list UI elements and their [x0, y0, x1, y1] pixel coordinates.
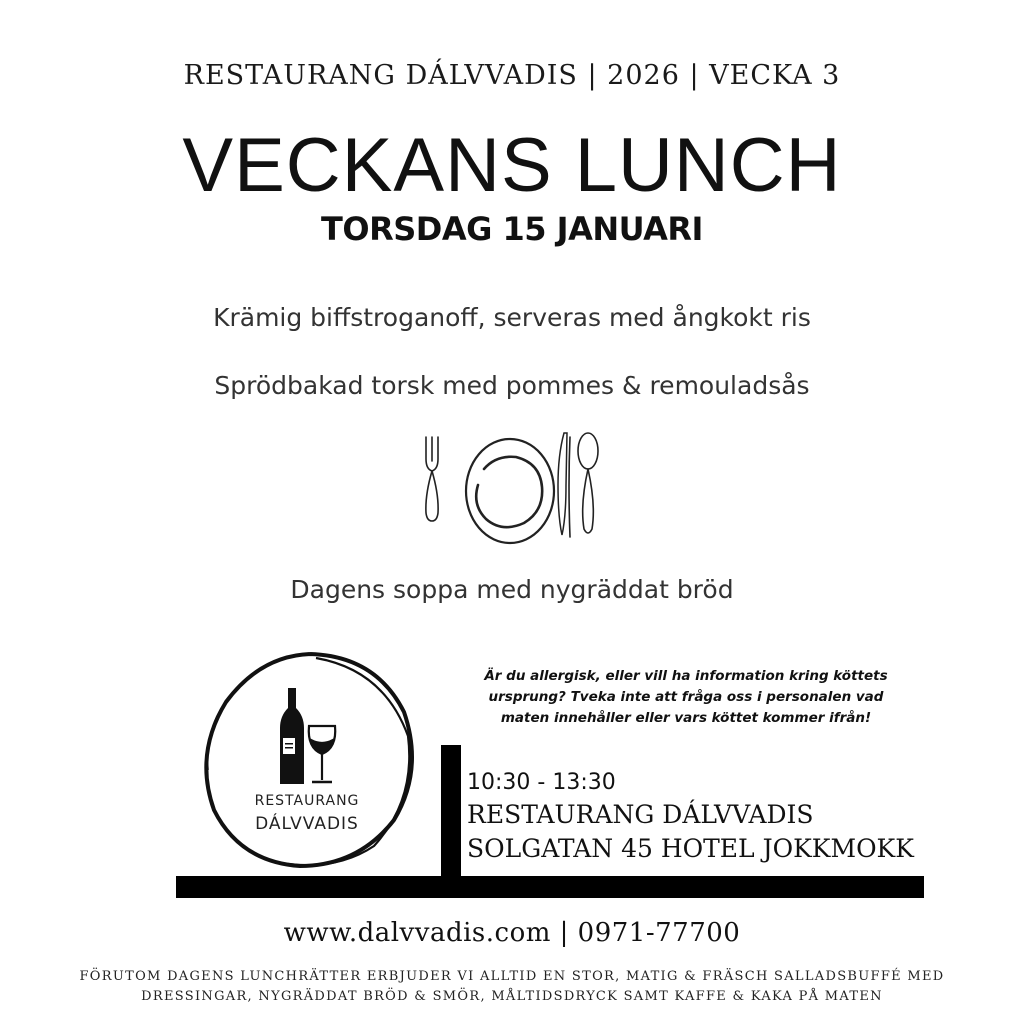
logo-text-restaurang: RESTAURANG	[254, 793, 360, 809]
dish-1: Krämig biffstroganoff, serveras med ångkokt ris	[213, 303, 811, 332]
dish-2: Sprödbakad torsk med pommes & remouladsås	[214, 371, 810, 400]
header-top-line: RESTAURANG DÁLVVADIS | 2026 | VECKA 3	[183, 60, 841, 91]
date-subtitle: TORSDAG 15 JANUARI	[321, 210, 703, 248]
vertical-divider-bar	[441, 745, 461, 885]
wine-bottle-icon	[280, 688, 304, 784]
logo-text-name: DÁLVVADIS	[255, 814, 359, 834]
allergy-note: Är du allergisk, eller vill ha information kring köttets ursprung? Tveka inte att fråga oss i personalen vad maten innehåller eller vars köttet kommer ifrån!	[484, 668, 888, 726]
restaurant-logo	[198, 650, 418, 872]
page-title: VECKANS LUNCH	[182, 123, 842, 208]
dish-3: Dagens soppa med nygräddat bröd	[290, 575, 734, 604]
opening-hours: 10:30 - 13:30	[467, 770, 616, 795]
horizontal-divider-bar	[176, 876, 924, 898]
contact-line: www.dalvvadis.com | 0971-77700	[283, 918, 741, 948]
cutlery-plate-icon	[412, 425, 612, 550]
restaurant-address: SOLGATAN 45 HOTEL JOKKMOKK	[467, 834, 914, 863]
restaurant-name: RESTAURANG DÁLVVADIS	[467, 800, 814, 829]
wine-glass-icon	[309, 726, 335, 782]
footer-note: FÖRUTOM DAGENS LUNCHRÄTTER ERBJUDER VI ALLTID EN STOR, MATIG & FRÄSCH SALLADSBUFFÉ MED DRESSINGAR, NYGRÄDDAT BRÖD & SMÖR, MÅLTIDSDRYCK SAMT KAFFE & KAKA PÅ MATEN	[79, 969, 945, 1004]
